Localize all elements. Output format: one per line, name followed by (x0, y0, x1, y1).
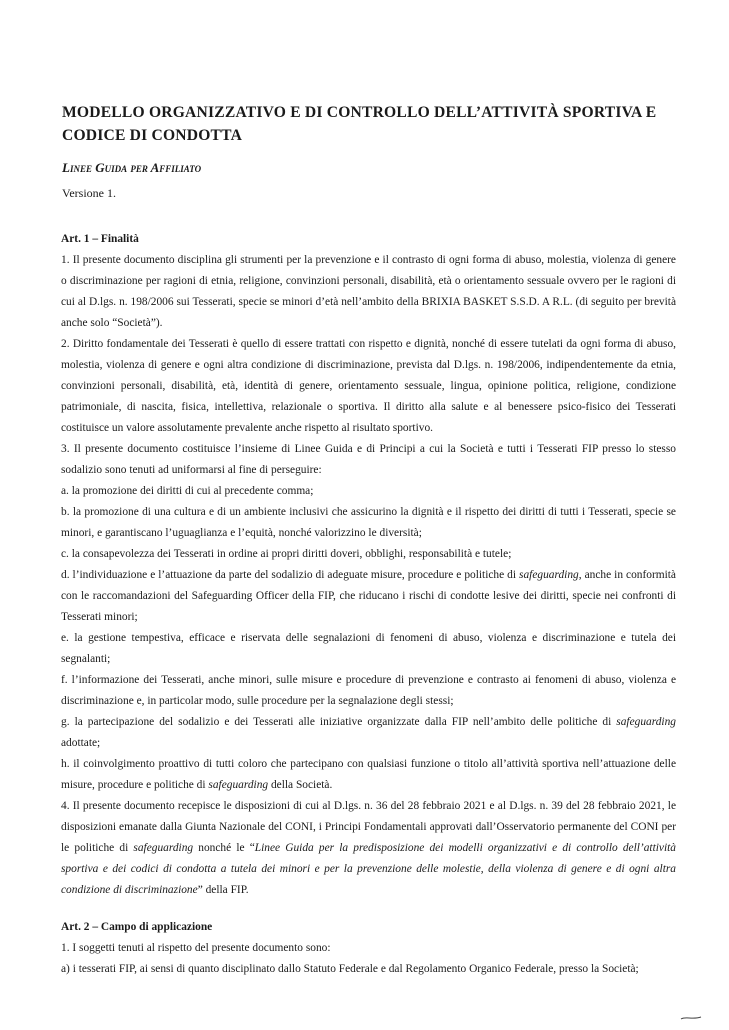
art1-item-a: a. la promozione dei diritti di cui al precedente comma; (61, 485, 314, 497)
art1-p4-emphasis-2: Linee Guida per la predisposizione dei modelli organizzativi e di controllo dell’attività sportiva e dei codici di condotta a tutela dei minori e per la prevenzione delle molestie, della violenza di genere e di ogni altra condizione di discriminazione (61, 842, 676, 896)
art1-item-e: e. la gestione tempestiva, efficace e riservata delle segnalazioni di fenomeni di abuso, violenza e discriminazione e tutela dei segnalanti; (61, 632, 676, 665)
art1-p4-text-end: ” della FIP. (197, 884, 249, 896)
art1-item-d-text: d. l’individuazione e l’attuazione da parte del sodalizio di adeguate misure, procedure e politiche di (61, 569, 520, 581)
art1-heading: Art. 1 – Finalità (61, 233, 139, 245)
art1-paragraph-4 (61, 796, 676, 901)
title-line-2: CODICE DI CONDOTTA (62, 127, 243, 145)
art1-item-h-emphasis: safeguarding (208, 779, 269, 791)
art1-item-g-text: g. la partecipazione del sodalizio e dei Tesserati alle iniziative organizzate dalla FIP nell’ambito delle politiche di (61, 716, 617, 728)
art1-paragraph-2: 2. Diritto fondamentale dei Tesserati è quello di essere trattati con rispetto e dignità, nonché di essere tutelati da ogni forma di abuso, molestia, violenza di genere e ogni altra condizione di discriminazione, prevista dal D.lgs. n. 198/2006, indipendentemente da etnia, convinzioni personali, disabilità, età, identità di genere, orientamento sessuale, lingua, opinione politica, religione, condizione patrimoniale, di nascita, fisica, intellettiva, relazionale o sportiva. Il diritto alla salute e al benessere psico-fisico dei Tesserati costituisce un valore assolutamente prevalente anche rispetto al risultato sportivo. (61, 338, 676, 434)
document-subtitle: Linee Guida per Affiliato (62, 160, 202, 175)
art1-item-d-emphasis: safeguarding (519, 569, 579, 581)
art1-p4-text-mid: nonché le “ (193, 842, 255, 854)
art1-item-g (61, 712, 676, 754)
art1-item-h-text: h. il coinvolgimento proattivo di tutti coloro che partecipano con qualsiasi funzione o titolo all’attività sportiva nell’attuazione delle misure, procedure e politiche di (61, 758, 676, 791)
document-version: Versione 1. (62, 186, 116, 200)
art1-p4-text: 4. Il presente documento recepisce le disposizioni di cui al D.lgs. n. 36 del 28 febbraio 2021 e al D.lgs. n. 39 del 28 febbraio 2021, le disposizioni emanate dalla Giunta Nazionale del CONI, i Principi Fondamentali approvati dall’Osservatorio permanente del CONI per le politiche di (61, 800, 676, 854)
title-line-1: MODELLO ORGANIZZATIVO E DI CONTROLLO DELL’ATTIVITÀ SPORTIVA E (62, 104, 657, 121)
art1-item-f: f. l’informazione dei Tesserati, anche minori, sulle misure e procedure di prevenzione e contrasto ai fenomeni di abuso, violenza e discriminazione e, in particolar modo, sulle procedure per la segnalazione degli stessi; (61, 674, 676, 707)
art1-item-h (61, 754, 676, 796)
art1-item-g-text-end: adottate; (61, 737, 101, 749)
art1-item-d-text-end: , anche in conformità con le raccomandazioni del Safeguarding Officer della FIP, che riducano i rischi di condotte lesive dei diritti, specie nei confronti di Tesserati minori; (61, 569, 676, 623)
art1-item-g-emphasis: safeguarding (616, 716, 676, 728)
art2-paragraph-1: 1. I soggetti tenuti al rispetto del presente documento sono: (61, 942, 331, 954)
art1-p4-emphasis-1: safeguarding (133, 842, 194, 854)
art1-paragraph-3: 3. Il presente documento costituisce l’insieme di Linee Guida e di Principi a cui la Società e tutti i Tesserati FIP presso lo stesso sodalizio sono tenuti ad uniformarsi al fine di perseguire: (61, 443, 676, 476)
art1-item-h-text-end: della Società. (268, 779, 333, 791)
document-title (62, 101, 682, 148)
document-body (61, 229, 676, 980)
handwritten-mark-icon (680, 1015, 702, 1021)
art2-heading: Art. 2 – Campo di applicazione (61, 921, 213, 933)
art1-paragraph-1: 1. Il presente documento disciplina gli strumenti per la prevenzione e il contrasto di ogni forma di abuso, molestia, violenza di genere o discriminazione per ragioni di etnia, religione, convinzioni personali, disabilità, età o orientamento sessuale ovvero per le ragioni di cui al D.lgs. n. 198/2006 sui Tesserati, specie se minori d’età nell’ambito della BRIXIA BASKET S.S.D. A R.L. (di seguito per brevità anche solo “Società”). (61, 254, 676, 329)
art1-item-d (61, 565, 676, 628)
art2-item-a: a) i tesserati FIP, ai sensi di quanto disciplinato dallo Statuto Federale e dal Regolamento Organico Federale, presso la Società; (61, 963, 639, 975)
art1-item-b: b. la promozione di una cultura e di un ambiente inclusivi che assicurino la dignità e il rispetto dei diritti di tutti i Tesserati, specie se minori, e garantiscano l’uguaglianza e l’equità, nonché valorizzino le diversità; (61, 506, 676, 539)
art1-item-c: c. la consapevolezza dei Tesserati in ordine ai propri diritti doveri, obblighi, responsabilità e tutele; (61, 548, 512, 560)
section-gap (61, 901, 676, 917)
